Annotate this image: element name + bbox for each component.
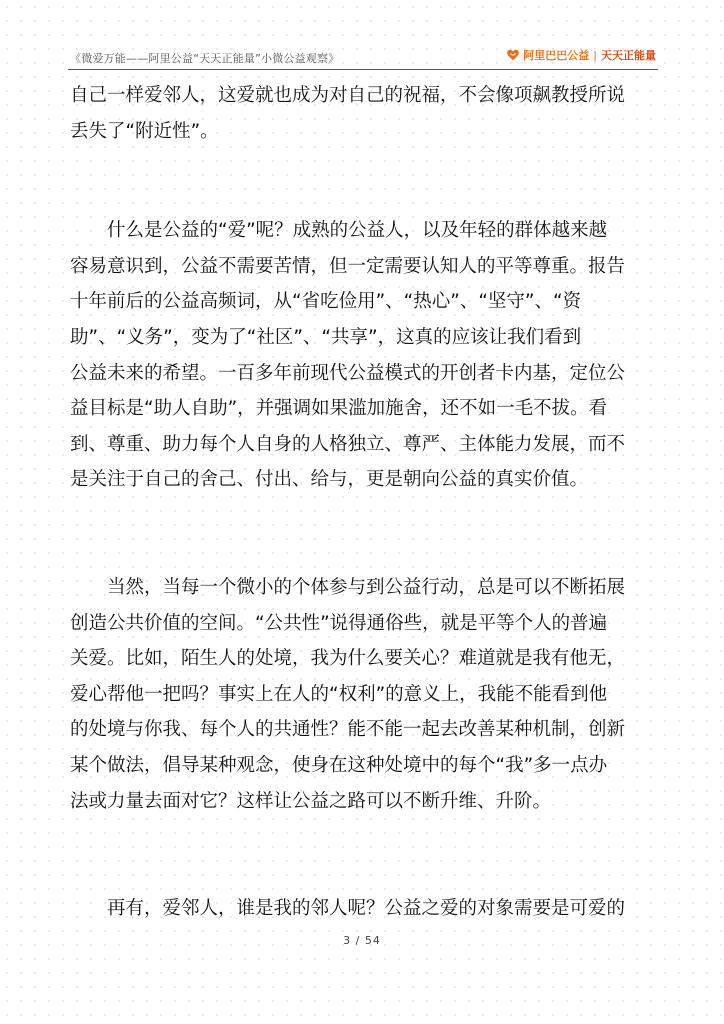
page-number: 3 / 54 [343,934,381,947]
text-line: 某个做法，倡导某种观念，使身在这种处境中的每个“我”多一点办 [70,754,608,776]
text-line: 创造公共价值的空间。“公共性”说得通俗些，就是平等个人的普遍 [70,612,608,634]
text-line: 关爱。比如，陌生人的处境，我为什么要关心？难道就是我有他无， [70,648,626,670]
brand-slogan: 天天正能量 [601,49,656,62]
text-line: 自己一样爱邻人，这爱就也成为对自己的祝福，不会像项飙教授所说 [70,85,626,106]
document-title: 《微爱万能——阿里公益“天天正能量”小微公益观察》 [70,52,340,65]
text-line: 当然，当每一个微小的个体参与到公益行动，总是可以不断拓展 [107,576,626,598]
text-line: 十年前后的公益高频词，从“省吃俭用”、“热心”、“坚守”、“资 [70,291,582,313]
text-line: 是关注于自己的舍己、付出、给与，更是朝向公益的真实价值。 [70,469,589,491]
paragraph [70,78,658,149]
brand-separator: | [593,48,597,62]
text-line: 再有，爱邻人，谁是我的邻人呢？公益之爱的对象需要是可爱的 [107,898,626,920]
text-line: 丢失了“附近性”。 [70,120,219,142]
text-line: 爱心帮他一把吗？事实上在人的“权利”的意义上，我能不能看到他 [70,683,608,705]
text-line: 法或力量去面对它？这样让公益之路可以不断升维、升阶。 [70,790,552,812]
text-line: 益目标是“助人自助”，并强调如果滥加施舍，还不如一毛不拔。看 [70,398,608,420]
brand-logo [506,47,656,63]
heart-logo-icon [506,48,520,62]
paragraph [70,570,658,819]
text-line: 什么是公益的“爱”呢？成熟的公益人，以及年轻的群体越来越 [107,220,608,242]
document-body [70,78,658,927]
text-line: 到、尊重、助力每个人自身的人格独立、尊严、主体能力发展，而不 [70,433,626,455]
paragraph [70,213,658,498]
text-line: 的处境与你我、每个人的共通性？能不能一起去改善某种机制，创新 [70,719,626,741]
paragraph [70,891,658,927]
text-line: 助”、“义务”，变为了“社区”、“共享”，这真的应该让我们看到 [70,326,582,348]
brand-name: 阿里巴巴公益 [523,49,590,62]
text-line: 公益未来的希望。一百多年前现代公益模式的开创者卡内基，定位公 [70,362,626,384]
header-divider [68,69,658,70]
text-line: 容易意识到，公益不需要苦情，但一定需要认知人的平等尊重。报告 [70,255,626,277]
